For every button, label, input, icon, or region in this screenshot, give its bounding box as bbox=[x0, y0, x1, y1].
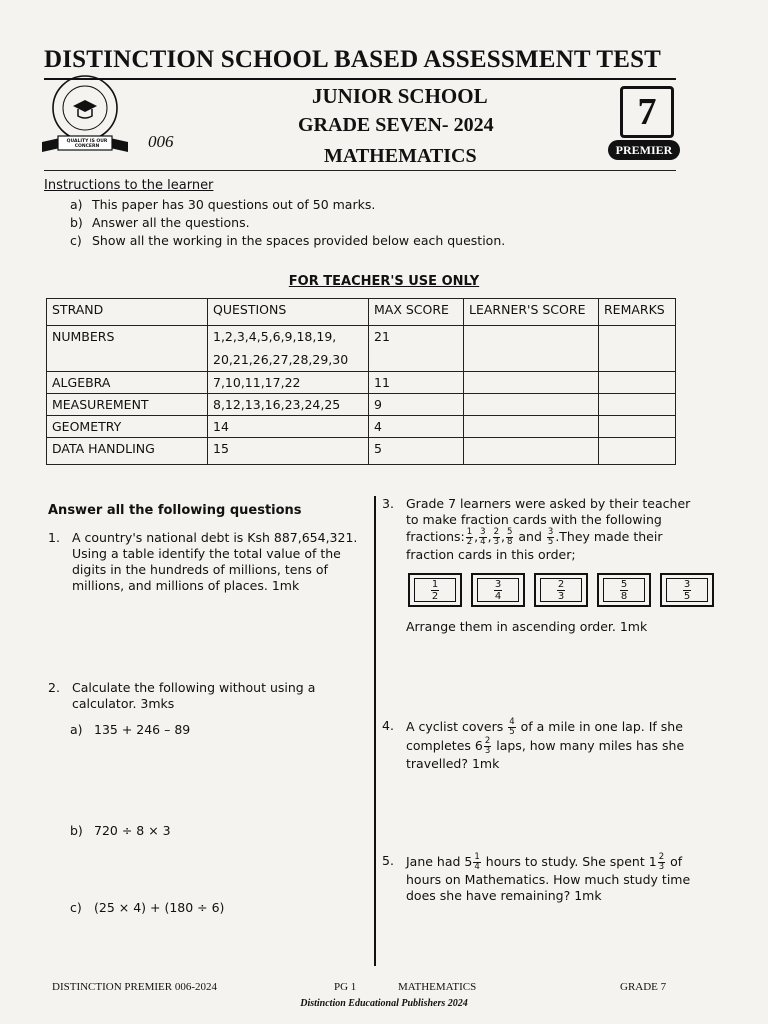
instructions-heading: Instructions to the learner bbox=[44, 178, 214, 193]
col-remarks: REMARKS bbox=[599, 299, 676, 326]
grade-year: GRADE SEVEN- 2024 bbox=[298, 114, 494, 136]
strand-cell: ALGEBRA bbox=[47, 372, 208, 394]
premier-badge: PREMIER bbox=[608, 140, 680, 160]
remarks-cell[interactable] bbox=[599, 372, 676, 394]
fraction-card: $\frac{3}{5}$ bbox=[660, 573, 714, 607]
strand-cell: MEASUREMENT bbox=[47, 394, 208, 416]
max-score-cell: 11 bbox=[369, 372, 464, 394]
question-2a: a) 135 + 246 – 89 bbox=[70, 722, 191, 737]
max-score-cell: 4 bbox=[369, 416, 464, 438]
fraction-card: $\frac{5}{8}$ bbox=[597, 573, 651, 607]
footer-code: DISTINCTION PREMIER 006-2024 bbox=[52, 981, 217, 993]
max-score-cell: 9 bbox=[369, 394, 464, 416]
remarks-cell[interactable] bbox=[599, 394, 676, 416]
question-2c: c) (25 × 4) + (180 ÷ 6) bbox=[70, 900, 225, 915]
footer-publisher: Distinction Educational Publishers 2024 bbox=[300, 998, 468, 1009]
col-questions: QUESTIONS bbox=[208, 299, 369, 326]
questions-cell: 1,2,3,4,5,6,9,18,19, 20,21,26,27,28,29,30 bbox=[208, 326, 369, 372]
fraction-card: $\frac{2}{3}$ bbox=[534, 573, 588, 607]
questions-cell: 14 bbox=[208, 416, 369, 438]
table-row bbox=[47, 438, 676, 465]
instruction-item: c) Show all the working in the spaces provided below each question. bbox=[70, 233, 506, 248]
question-4: 4. A cyclist covers $\frac{4}{5}$ of a mile in one lap. If she completes 6 $\frac{2}{3}$ laps, how many miles has she travelled? 1mk bbox=[382, 717, 685, 771]
footer-page: PG 1 bbox=[334, 981, 357, 993]
remarks-cell[interactable] bbox=[599, 416, 676, 438]
remarks-cell[interactable] bbox=[599, 326, 676, 372]
questions-cell: 15 bbox=[208, 438, 369, 465]
table-row bbox=[47, 416, 676, 438]
learner-score-cell[interactable] bbox=[464, 438, 599, 465]
logo-motto: QUALITY IS OUR CONCERN bbox=[66, 139, 108, 149]
subject-title: MATHEMATICS bbox=[324, 145, 477, 167]
table-row bbox=[47, 326, 676, 372]
learner-score-cell[interactable] bbox=[464, 372, 599, 394]
instructions-list bbox=[70, 196, 505, 250]
max-score-cell: 5 bbox=[369, 438, 464, 465]
max-score-cell: 21 bbox=[369, 326, 464, 372]
col-strand: STRAND bbox=[47, 299, 208, 326]
strand-cell: GEOMETRY bbox=[47, 416, 208, 438]
learner-score-cell[interactable] bbox=[464, 394, 599, 416]
questions-cell: 8,12,13,16,23,24,25 bbox=[208, 394, 369, 416]
paper-code: 006 bbox=[148, 132, 174, 151]
main-title: DISTINCTION SCHOOL BASED ASSESSMENT TEST bbox=[44, 46, 662, 73]
strand-cell: DATA HANDLING bbox=[47, 438, 208, 465]
footer-grade: GRADE 7 bbox=[620, 981, 667, 993]
learner-score-cell[interactable] bbox=[464, 416, 599, 438]
fraction-card: $\frac{1}{2}$ bbox=[408, 573, 462, 607]
table-row bbox=[47, 394, 676, 416]
school-level: JUNIOR SCHOOL bbox=[312, 84, 488, 108]
teacher-score-table bbox=[46, 298, 676, 465]
col-learner-score: LEARNER'S SCORE bbox=[464, 299, 599, 326]
col-max-score: MAX SCORE bbox=[369, 299, 464, 326]
learner-score-cell[interactable] bbox=[464, 326, 599, 372]
fraction-cards bbox=[408, 573, 714, 607]
footer-subject: MATHEMATICS bbox=[398, 981, 477, 993]
strand-cell: NUMBERS bbox=[47, 326, 208, 372]
question-3: 3. Grade 7 learners were asked by their teacher to make fraction cards with the following fractions: $\frac{1}{2}$ , $\frac{3}{4}$ , $\frac{2}{3}$ , $\frac{5}{8}$ and $\frac{3}{5}$ .They made their fraction cards in this order; bbox=[382, 496, 691, 562]
question-2: 2. Calculate the following without using a calculator. 3mks bbox=[48, 680, 316, 711]
question-5: 5. Jane had 5 $\frac{1}{4}$ hours to study. She spent 1 $\frac{2}{3}$ of hours on Mathematics. How much study time does she have remaining? 1mk bbox=[382, 852, 691, 903]
instruction-item: a) This paper has 30 questions out of 50 marks. bbox=[70, 197, 376, 212]
question-2b: b) 720 ÷ 8 × 3 bbox=[70, 823, 171, 838]
questions-heading: Answer all the following questions bbox=[48, 503, 302, 518]
table-row bbox=[47, 372, 676, 394]
teacher-table-heading: FOR TEACHER'S USE ONLY bbox=[288, 274, 480, 289]
column-divider bbox=[374, 496, 376, 966]
questions-cell: 7,10,11,17,22 bbox=[208, 372, 369, 394]
question-1: 1. A country's national debt is Ksh 887,654,321. Using a table identify the total value of the digits in the hundreds of millions, tens of millions, and millions of places. 1mk bbox=[48, 530, 358, 593]
table-header-row bbox=[47, 299, 676, 326]
remarks-cell[interactable] bbox=[599, 438, 676, 465]
fraction-card: $\frac{3}{4}$ bbox=[471, 573, 525, 607]
instruction-item: b) Answer all the questions. bbox=[70, 215, 250, 230]
question-3-task: Arrange them in ascending order. 1mk bbox=[406, 619, 648, 634]
subject-rule bbox=[44, 170, 676, 171]
grade-number-box: 7 bbox=[620, 86, 674, 138]
